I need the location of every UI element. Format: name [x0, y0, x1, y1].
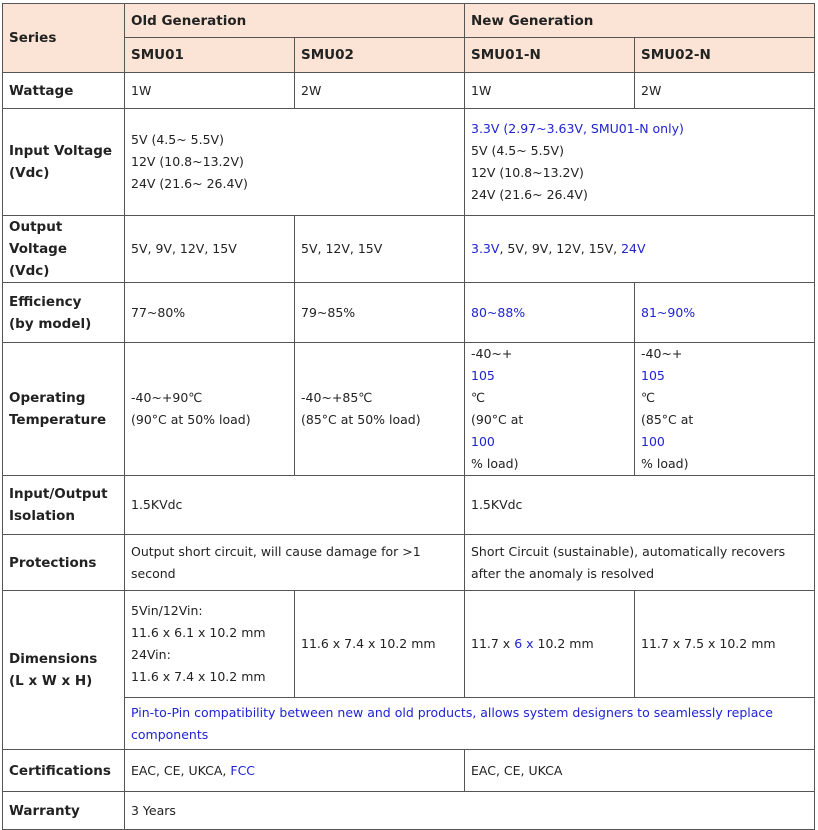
- certifications-old: EAC, CE, UKCA, FCC: [125, 750, 465, 792]
- new-generation-header: New Generation: [465, 4, 815, 38]
- isolation-row: [3, 476, 815, 535]
- temperature-smu02: -40~+85℃ (85°C at 50% load): [295, 343, 465, 476]
- dimensions-smu01: 5Vin/12Vin: 11.6 x 6.1 x 10.2 mm 24Vin: 11.6 x 7.4 x 10.2 mm: [125, 591, 295, 698]
- output-voltage-new: 3.3V, 5V, 9V, 12V, 15V, 24V: [465, 216, 815, 283]
- dimensions-smu02n: 11.7 x 7.5 x 10.2 mm: [635, 591, 815, 698]
- temperature-smu02n: -40~+ 105 ℃ (85°C at 100 % load): [635, 343, 815, 476]
- dimensions-smu02: 11.6 x 7.4 x 10.2 mm: [295, 591, 465, 698]
- temperature-smu01n: -40~+ 105 ℃ (90°C at 100 % load): [465, 343, 635, 476]
- certifications-new: EAC, CE, UKCA: [465, 750, 815, 792]
- isolation-new: 1.5KVdc: [465, 476, 815, 535]
- certifications-row: [3, 750, 815, 792]
- old-generation-header: Old Generation: [125, 4, 465, 38]
- wattage-smu01n: 1W: [465, 73, 635, 109]
- wattage-row: [3, 73, 815, 109]
- wattage-smu02: 2W: [295, 73, 465, 109]
- wattage-label: Wattage: [3, 73, 125, 109]
- output-voltage-row: [3, 216, 815, 283]
- compatibility-note-row: [3, 698, 815, 750]
- model-smu02n-header: SMU02-N: [635, 38, 815, 73]
- model-smu01n-header: SMU01-N: [465, 38, 635, 73]
- isolation-old: 1.5KVdc: [125, 476, 465, 535]
- output-voltage-smu01: 5V, 9V, 12V, 15V: [125, 216, 295, 283]
- pin-to-pin-note: Pin-to-Pin compatibility between new and old products, allows system designers to seamlessly replace components: [125, 698, 815, 750]
- dimensions-row: [3, 591, 815, 698]
- efficiency-smu01n: 80~88%: [465, 283, 635, 343]
- efficiency-label: Efficiency (by model): [3, 283, 125, 343]
- input-voltage-new: 3.3V (2.97~3.63V, SMU01-N only) 5V (4.5~ 5.5V) 12V (10.8~13.2V) 24V (21.6~ 26.4V): [465, 109, 815, 216]
- certifications-label: Certifications: [3, 750, 125, 792]
- dimensions-label: Dimensions (L x W x H): [3, 591, 125, 750]
- input-voltage-3v3-highlight: 3.3V (2.97~3.63V, SMU01-N only): [471, 121, 684, 136]
- output-voltage-label: Output Voltage (Vdc): [3, 216, 125, 283]
- spec-comparison-table: [2, 3, 815, 830]
- series-header: Series: [3, 4, 125, 73]
- efficiency-smu02: 79~85%: [295, 283, 465, 343]
- input-voltage-row: [3, 109, 815, 216]
- isolation-label: Input/Output Isolation: [3, 476, 125, 535]
- input-voltage-old: 5V (4.5~ 5.5V) 12V (10.8~13.2V) 24V (21.6~ 26.4V): [125, 109, 465, 216]
- model-smu02-header: SMU02: [295, 38, 465, 73]
- warranty-label: Warranty: [3, 792, 125, 830]
- input-voltage-label: Input Voltage (Vdc): [3, 109, 125, 216]
- model-smu01-header: SMU01: [125, 38, 295, 73]
- efficiency-row: [3, 283, 815, 343]
- protections-new: Short Circuit (sustainable), automatically recovers after the anomaly is resolved: [465, 535, 815, 591]
- temperature-row: [3, 343, 815, 476]
- warranty-value: 3 Years: [125, 792, 815, 830]
- efficiency-smu02n: 81~90%: [635, 283, 815, 343]
- protections-old: Output short circuit, will cause damage for >1 second: [125, 535, 465, 591]
- protections-row: [3, 535, 815, 591]
- warranty-row: [3, 792, 815, 830]
- protections-label: Protections: [3, 535, 125, 591]
- dimensions-smu01n: 11.7 x 6 x 10.2 mm: [465, 591, 635, 698]
- wattage-smu02n: 2W: [635, 73, 815, 109]
- temperature-smu01: -40~+90℃ (90°C at 50% load): [125, 343, 295, 476]
- wattage-smu01: 1W: [125, 73, 295, 109]
- output-voltage-smu02: 5V, 12V, 15V: [295, 216, 465, 283]
- efficiency-smu01: 77~80%: [125, 283, 295, 343]
- temperature-label: Operating Temperature: [3, 343, 125, 476]
